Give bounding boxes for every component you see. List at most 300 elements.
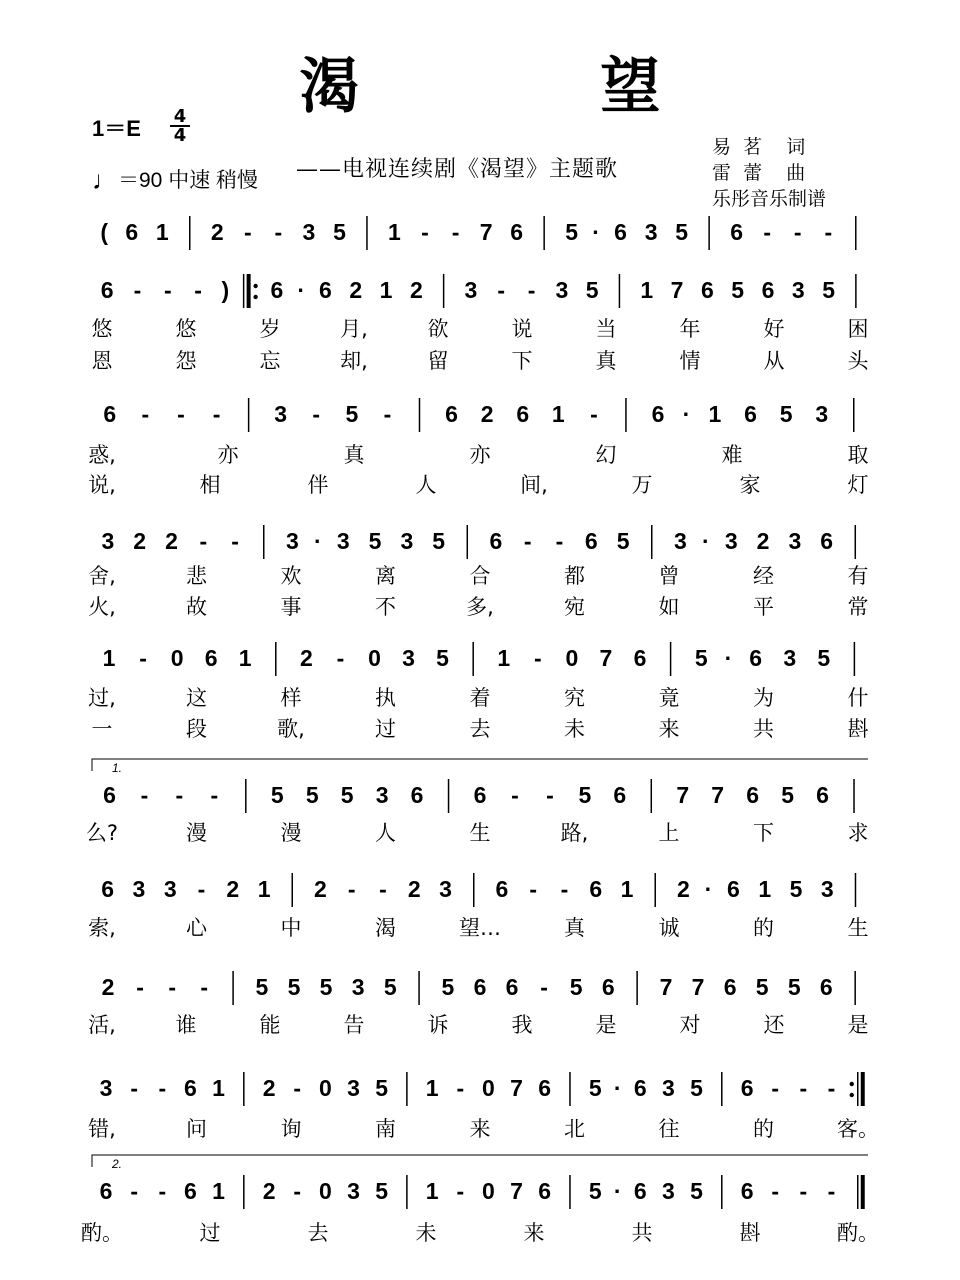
transcriber-credit: 乐彤音乐制谱 [712, 188, 827, 210]
lyric-char: 南 [375, 1117, 396, 1141]
lyric-char: 难 [721, 443, 743, 467]
lyric-char: 亦 [217, 443, 239, 467]
note-3: 3 [302, 219, 316, 245]
note-1: 1 [425, 1075, 439, 1101]
lyric-char: 对 [679, 1013, 701, 1037]
lyric-char: 舍, [88, 564, 116, 588]
note-6: 6 [749, 645, 763, 671]
note-5: 5 [789, 876, 803, 902]
note-7: 7 [676, 782, 690, 808]
note-3: 3 [336, 528, 350, 554]
note-6: 6 [651, 401, 665, 427]
note-6: 6 [613, 782, 627, 808]
note-6: 6 [103, 401, 117, 427]
note-6: 6 [473, 974, 487, 1000]
note-): ) [221, 277, 230, 303]
lyric-char: 来 [523, 1221, 545, 1245]
note-5: 5 [441, 974, 455, 1000]
note--: - [158, 1075, 167, 1101]
lyric-char: 酌。 [837, 1221, 879, 1245]
lyric-char: 相 [199, 473, 221, 497]
note--: - [793, 219, 802, 245]
note-3: 3 [285, 528, 299, 554]
lyric-char: 幻 [595, 443, 617, 467]
lyric-char: 斟 [847, 717, 869, 741]
lyric-char: 伴 [307, 473, 329, 497]
note-6: 6 [633, 1075, 647, 1101]
note-6: 6 [761, 277, 775, 303]
lyric-char: 这 [186, 686, 207, 710]
note-0: 0 [318, 1075, 332, 1101]
lyric-char: 如 [658, 595, 680, 619]
note-5: 5 [755, 974, 769, 1000]
note-6: 6 [584, 528, 598, 554]
lyric-char: 错, [88, 1117, 116, 1141]
note-3: 3 [402, 645, 415, 671]
note-·: · [297, 277, 305, 303]
lyric-char: 经 [753, 564, 774, 588]
lyric-char: 平 [753, 595, 774, 619]
note--: - [771, 1075, 780, 1101]
note-6: 6 [445, 401, 458, 427]
note-·: · [313, 528, 322, 554]
note-2: 2 [314, 876, 327, 902]
note-3: 3 [815, 401, 829, 427]
note--: - [231, 528, 239, 554]
note-3: 3 [347, 1178, 360, 1204]
note-5: 5 [675, 219, 689, 245]
note--: - [141, 401, 150, 427]
note-7: 7 [691, 974, 705, 1000]
note-·: · [613, 1075, 622, 1101]
lyric-char: 共 [631, 1221, 653, 1245]
note--: - [175, 782, 184, 808]
note-3: 3 [724, 528, 738, 554]
note--: - [212, 401, 221, 427]
note-2: 2 [210, 219, 224, 245]
note--: - [274, 219, 283, 245]
lyric-char: 离 [375, 564, 396, 588]
note-5: 5 [383, 974, 397, 1000]
lyric-char: 谁 [175, 1013, 197, 1037]
note-5: 5 [432, 528, 446, 554]
note-·: · [701, 528, 710, 554]
note--: - [133, 277, 142, 303]
note-5: 5 [731, 277, 745, 303]
repeat-end-barline [850, 1072, 863, 1106]
note-6: 6 [516, 401, 530, 427]
note-1: 1 [620, 876, 634, 902]
note-6: 6 [730, 219, 744, 245]
note-1: 1 [758, 876, 772, 902]
lyric-char: 是 [847, 1013, 869, 1037]
lyric-char: 究 [564, 686, 585, 710]
lyric-char: 共 [753, 717, 774, 741]
repeat-start-barline [244, 274, 258, 308]
volta-label: 2. [112, 1157, 123, 1171]
lyric-char: 过, [88, 686, 116, 710]
note-·: · [682, 401, 691, 427]
note--: - [293, 1178, 302, 1204]
note-3: 3 [464, 277, 478, 303]
lyric-char: 未 [415, 1221, 437, 1245]
note-5: 5 [565, 219, 579, 245]
lyric-char: 往 [658, 1117, 680, 1141]
note-5: 5 [690, 1178, 703, 1204]
lyric-char: 曾 [658, 564, 680, 588]
lyric-char: 路, [560, 821, 589, 845]
note-6: 6 [489, 528, 503, 554]
lyric-char: 过 [375, 717, 396, 741]
note-6: 6 [740, 1178, 754, 1204]
note-0: 0 [368, 645, 381, 671]
lyric-char: 索, [88, 916, 116, 940]
note--: - [243, 219, 252, 245]
note-5: 5 [333, 219, 346, 245]
note-5: 5 [588, 1075, 602, 1101]
note-·: · [704, 876, 713, 902]
note-2: 2 [165, 528, 178, 554]
lyric-char: 岁 [259, 317, 281, 341]
lyric-char: 诉 [427, 1013, 449, 1037]
note-6: 6 [510, 219, 524, 245]
note-6: 6 [614, 219, 627, 245]
lyric-char: 取 [847, 443, 869, 467]
note-7: 7 [659, 974, 673, 1000]
note--: - [456, 1075, 465, 1101]
lyric-char: 灯 [847, 473, 869, 497]
note-6: 6 [103, 782, 116, 808]
lyric-char: 从 [763, 349, 785, 373]
lyric-char: 困 [847, 317, 869, 341]
note-3: 3 [99, 1075, 113, 1101]
note-1: 1 [379, 277, 393, 303]
lyric-char: 下 [753, 821, 774, 845]
note-·: · [592, 219, 600, 245]
lyric-char: 悠 [91, 317, 113, 341]
lyric-char: 都 [564, 564, 585, 588]
note-2: 2 [407, 876, 421, 902]
lyric-char: 火, [88, 595, 116, 619]
note--: - [347, 876, 356, 902]
lyric-char: 真 [343, 443, 365, 467]
lyric-char: 上 [658, 821, 680, 845]
lyric-char: 生 [469, 821, 491, 845]
note-1: 1 [497, 645, 511, 671]
composer-credit: 雷 蕾 曲 [712, 162, 806, 184]
note-1: 1 [708, 401, 722, 427]
note-5: 5 [287, 974, 301, 1000]
lyric-char: 亦 [469, 443, 491, 467]
note--: - [293, 1075, 302, 1101]
note-6: 6 [538, 1178, 552, 1204]
lyric-char: 宛 [564, 595, 585, 619]
lyric-char: 去 [469, 717, 491, 741]
note--: - [139, 645, 147, 671]
note--: - [177, 401, 185, 427]
note-5: 5 [340, 782, 354, 808]
note-3: 3 [783, 645, 797, 671]
song-title: 渴 望 [299, 52, 771, 122]
note-6: 6 [723, 974, 737, 1000]
lyric-char: 事 [280, 595, 302, 619]
note-5: 5 [375, 1178, 388, 1204]
note-3: 3 [101, 528, 115, 554]
note-(: ( [100, 219, 109, 245]
lyric-char: 着 [469, 686, 491, 710]
note-2: 2 [133, 528, 147, 554]
note--: - [799, 1178, 808, 1204]
lyric-char: 的 [753, 1117, 774, 1141]
note-3: 3 [661, 1178, 675, 1204]
note-6: 6 [816, 782, 829, 808]
note-5: 5 [368, 528, 382, 554]
lyric-char: 中 [280, 916, 302, 940]
note-5: 5 [787, 974, 801, 1000]
note--: - [383, 401, 392, 427]
note-0: 0 [482, 1075, 495, 1101]
lyric-char: 酌。 [81, 1221, 123, 1245]
lyric-char: 活, [88, 1013, 116, 1037]
note-6: 6 [495, 876, 509, 902]
note--: - [555, 528, 564, 554]
lyric-char: 执 [375, 686, 396, 710]
note--: - [540, 974, 548, 1000]
note-2: 2 [409, 277, 423, 303]
note-3: 3 [351, 974, 365, 1000]
lyric-char: 人 [415, 473, 437, 497]
lyric-char: 客。 [837, 1117, 879, 1141]
lyric-char: 漫 [280, 821, 302, 845]
lyric-char: 忘 [259, 349, 281, 373]
note-5: 5 [781, 782, 795, 808]
note--: - [421, 219, 429, 245]
note--: - [197, 876, 206, 902]
lyric-char: 为 [753, 686, 774, 710]
note-6: 6 [473, 782, 487, 808]
note-6: 6 [744, 401, 757, 427]
note-2: 2 [262, 1075, 276, 1101]
note-6: 6 [184, 1075, 197, 1101]
lyric-char: 说 [511, 317, 533, 341]
note-6: 6 [319, 277, 332, 303]
lyric-char: 惑, [88, 443, 116, 467]
note-5: 5 [779, 401, 793, 427]
note-1: 1 [102, 645, 116, 671]
note--: - [511, 782, 519, 808]
note-3: 3 [644, 219, 658, 245]
lyric-char: 告 [343, 1013, 365, 1037]
lyric-char: 生 [847, 916, 869, 940]
note-6: 6 [601, 974, 615, 1000]
note--: - [130, 1075, 139, 1101]
note--: - [210, 782, 219, 808]
lyric-char: 能 [259, 1013, 281, 1037]
note-6: 6 [727, 876, 740, 902]
lyric-char: 是 [595, 1013, 617, 1037]
note-5: 5 [585, 277, 599, 303]
note-0: 0 [565, 645, 579, 671]
note-6: 6 [505, 974, 519, 1000]
note-6: 6 [820, 528, 834, 554]
note--: - [200, 974, 209, 1000]
note-·: · [724, 645, 733, 671]
note-6: 6 [204, 645, 218, 671]
note--: - [312, 401, 321, 427]
note-6: 6 [101, 876, 115, 902]
note-6: 6 [819, 974, 833, 1000]
lyric-char: 真 [595, 349, 617, 373]
note-3: 3 [661, 1075, 675, 1101]
song-subtitle: ——电视连续剧《渴望》主题歌 [296, 157, 619, 182]
note-5: 5 [345, 401, 359, 427]
lyric-char: 询 [280, 1117, 302, 1141]
note-7: 7 [479, 219, 493, 245]
time-signature-bottom: 4 [173, 125, 187, 146]
note-1: 1 [388, 219, 401, 245]
note--: - [534, 645, 542, 671]
lyric-char: 常 [847, 595, 869, 619]
lyric-char: 的 [753, 916, 774, 940]
lyric-char: 北 [564, 1117, 585, 1141]
note--: - [199, 528, 208, 554]
lyric-char: 月, [340, 317, 368, 341]
note-1: 1 [155, 219, 169, 245]
volta-bracket [92, 1155, 868, 1167]
note-3: 3 [274, 401, 288, 427]
lyric-char: 去 [307, 1221, 329, 1245]
lyric-char: 下 [511, 349, 533, 373]
note-1: 1 [212, 1178, 225, 1204]
lyric-char: 欢 [280, 564, 302, 588]
lyric-char: 段 [186, 717, 207, 741]
note-5: 5 [436, 645, 449, 671]
note-2: 2 [756, 528, 770, 554]
lyric-char: 万 [631, 473, 653, 497]
note--: - [799, 1075, 808, 1101]
note-2: 2 [676, 876, 690, 902]
lyric-char: 故 [186, 595, 207, 619]
note-3: 3 [555, 277, 569, 303]
note-5: 5 [319, 974, 333, 1000]
note-6: 6 [740, 1075, 754, 1101]
note--: - [771, 1178, 780, 1204]
lyric-char: 心 [186, 916, 207, 940]
note-2: 2 [349, 277, 363, 303]
lyric-char: 未 [564, 717, 585, 741]
note--: - [379, 876, 387, 902]
lyricist-credit: 易 茗 词 [712, 136, 806, 158]
note--: - [827, 1075, 836, 1101]
lyric-char: 家 [739, 473, 761, 497]
lyric-char: 渴 [375, 916, 396, 940]
note--: - [546, 782, 554, 808]
note-7: 7 [711, 782, 725, 808]
note-6: 6 [270, 277, 284, 303]
note-3: 3 [347, 1075, 360, 1101]
note-7: 7 [599, 645, 613, 671]
note-3: 3 [375, 782, 389, 808]
note-1: 1 [640, 277, 654, 303]
note-1: 1 [425, 1178, 439, 1204]
lyric-char: 有 [847, 564, 869, 588]
lyric-char: 当 [595, 317, 617, 341]
note-5: 5 [616, 528, 630, 554]
lyric-char: 歌, [277, 717, 305, 741]
note-6: 6 [633, 645, 647, 671]
note-7: 7 [510, 1178, 523, 1204]
note-0: 0 [482, 1178, 495, 1204]
lyric-char: 人 [375, 821, 396, 845]
note-0: 0 [170, 645, 184, 671]
note-1: 1 [238, 645, 252, 671]
note--: - [590, 401, 598, 427]
note-3: 3 [673, 528, 687, 554]
note-6: 6 [184, 1178, 197, 1204]
lyric-char: 漫 [186, 821, 207, 845]
note-5: 5 [255, 974, 269, 1000]
lyric-char: 望… [459, 916, 501, 940]
note-6: 6 [99, 1178, 113, 1204]
note--: - [163, 277, 172, 303]
note-6: 6 [100, 277, 114, 303]
note-2: 2 [480, 401, 494, 427]
lyric-char: 欲 [427, 317, 449, 341]
note--: - [194, 277, 202, 303]
note--: - [158, 1178, 167, 1204]
lyric-char: 却, [340, 349, 368, 373]
key-signature: 1＝E [92, 116, 141, 141]
note-3: 3 [163, 876, 177, 902]
note-1: 1 [212, 1075, 225, 1101]
note-1: 1 [551, 401, 565, 427]
note--: - [336, 645, 345, 671]
volta-bracket [92, 759, 868, 771]
note-5: 5 [690, 1075, 703, 1101]
lyric-char: 来 [658, 717, 680, 741]
note-6: 6 [125, 219, 139, 245]
note--: - [168, 974, 177, 1000]
note--: - [523, 528, 532, 554]
final-barline [858, 1175, 863, 1209]
note--: - [136, 974, 144, 1000]
note-5: 5 [375, 1075, 388, 1101]
note-6: 6 [700, 277, 714, 303]
lyric-char: 说, [88, 473, 116, 497]
note-5: 5 [305, 782, 319, 808]
lyric-char: 情 [679, 349, 701, 373]
note-2: 2 [226, 876, 240, 902]
note--: - [529, 876, 538, 902]
note--: - [451, 219, 460, 245]
lyric-char: 竟 [658, 686, 680, 710]
note--: - [824, 219, 833, 245]
note--: - [763, 219, 772, 245]
lyric-char: 怨 [175, 349, 197, 373]
lyric-char: 年 [679, 317, 701, 341]
lyric-char: 留 [427, 349, 449, 373]
note-5: 5 [817, 645, 831, 671]
lyric-char: 斟 [739, 1221, 761, 1245]
lyric-char: 么? [85, 821, 119, 845]
lyric-char: 头 [847, 349, 869, 373]
note--: - [827, 1178, 836, 1204]
note-·: · [613, 1178, 622, 1204]
note-5: 5 [578, 782, 592, 808]
note-6: 6 [633, 1178, 647, 1204]
quarter-note-icon: ♩ [92, 165, 118, 195]
time-signature-top: 4 [170, 108, 190, 127]
